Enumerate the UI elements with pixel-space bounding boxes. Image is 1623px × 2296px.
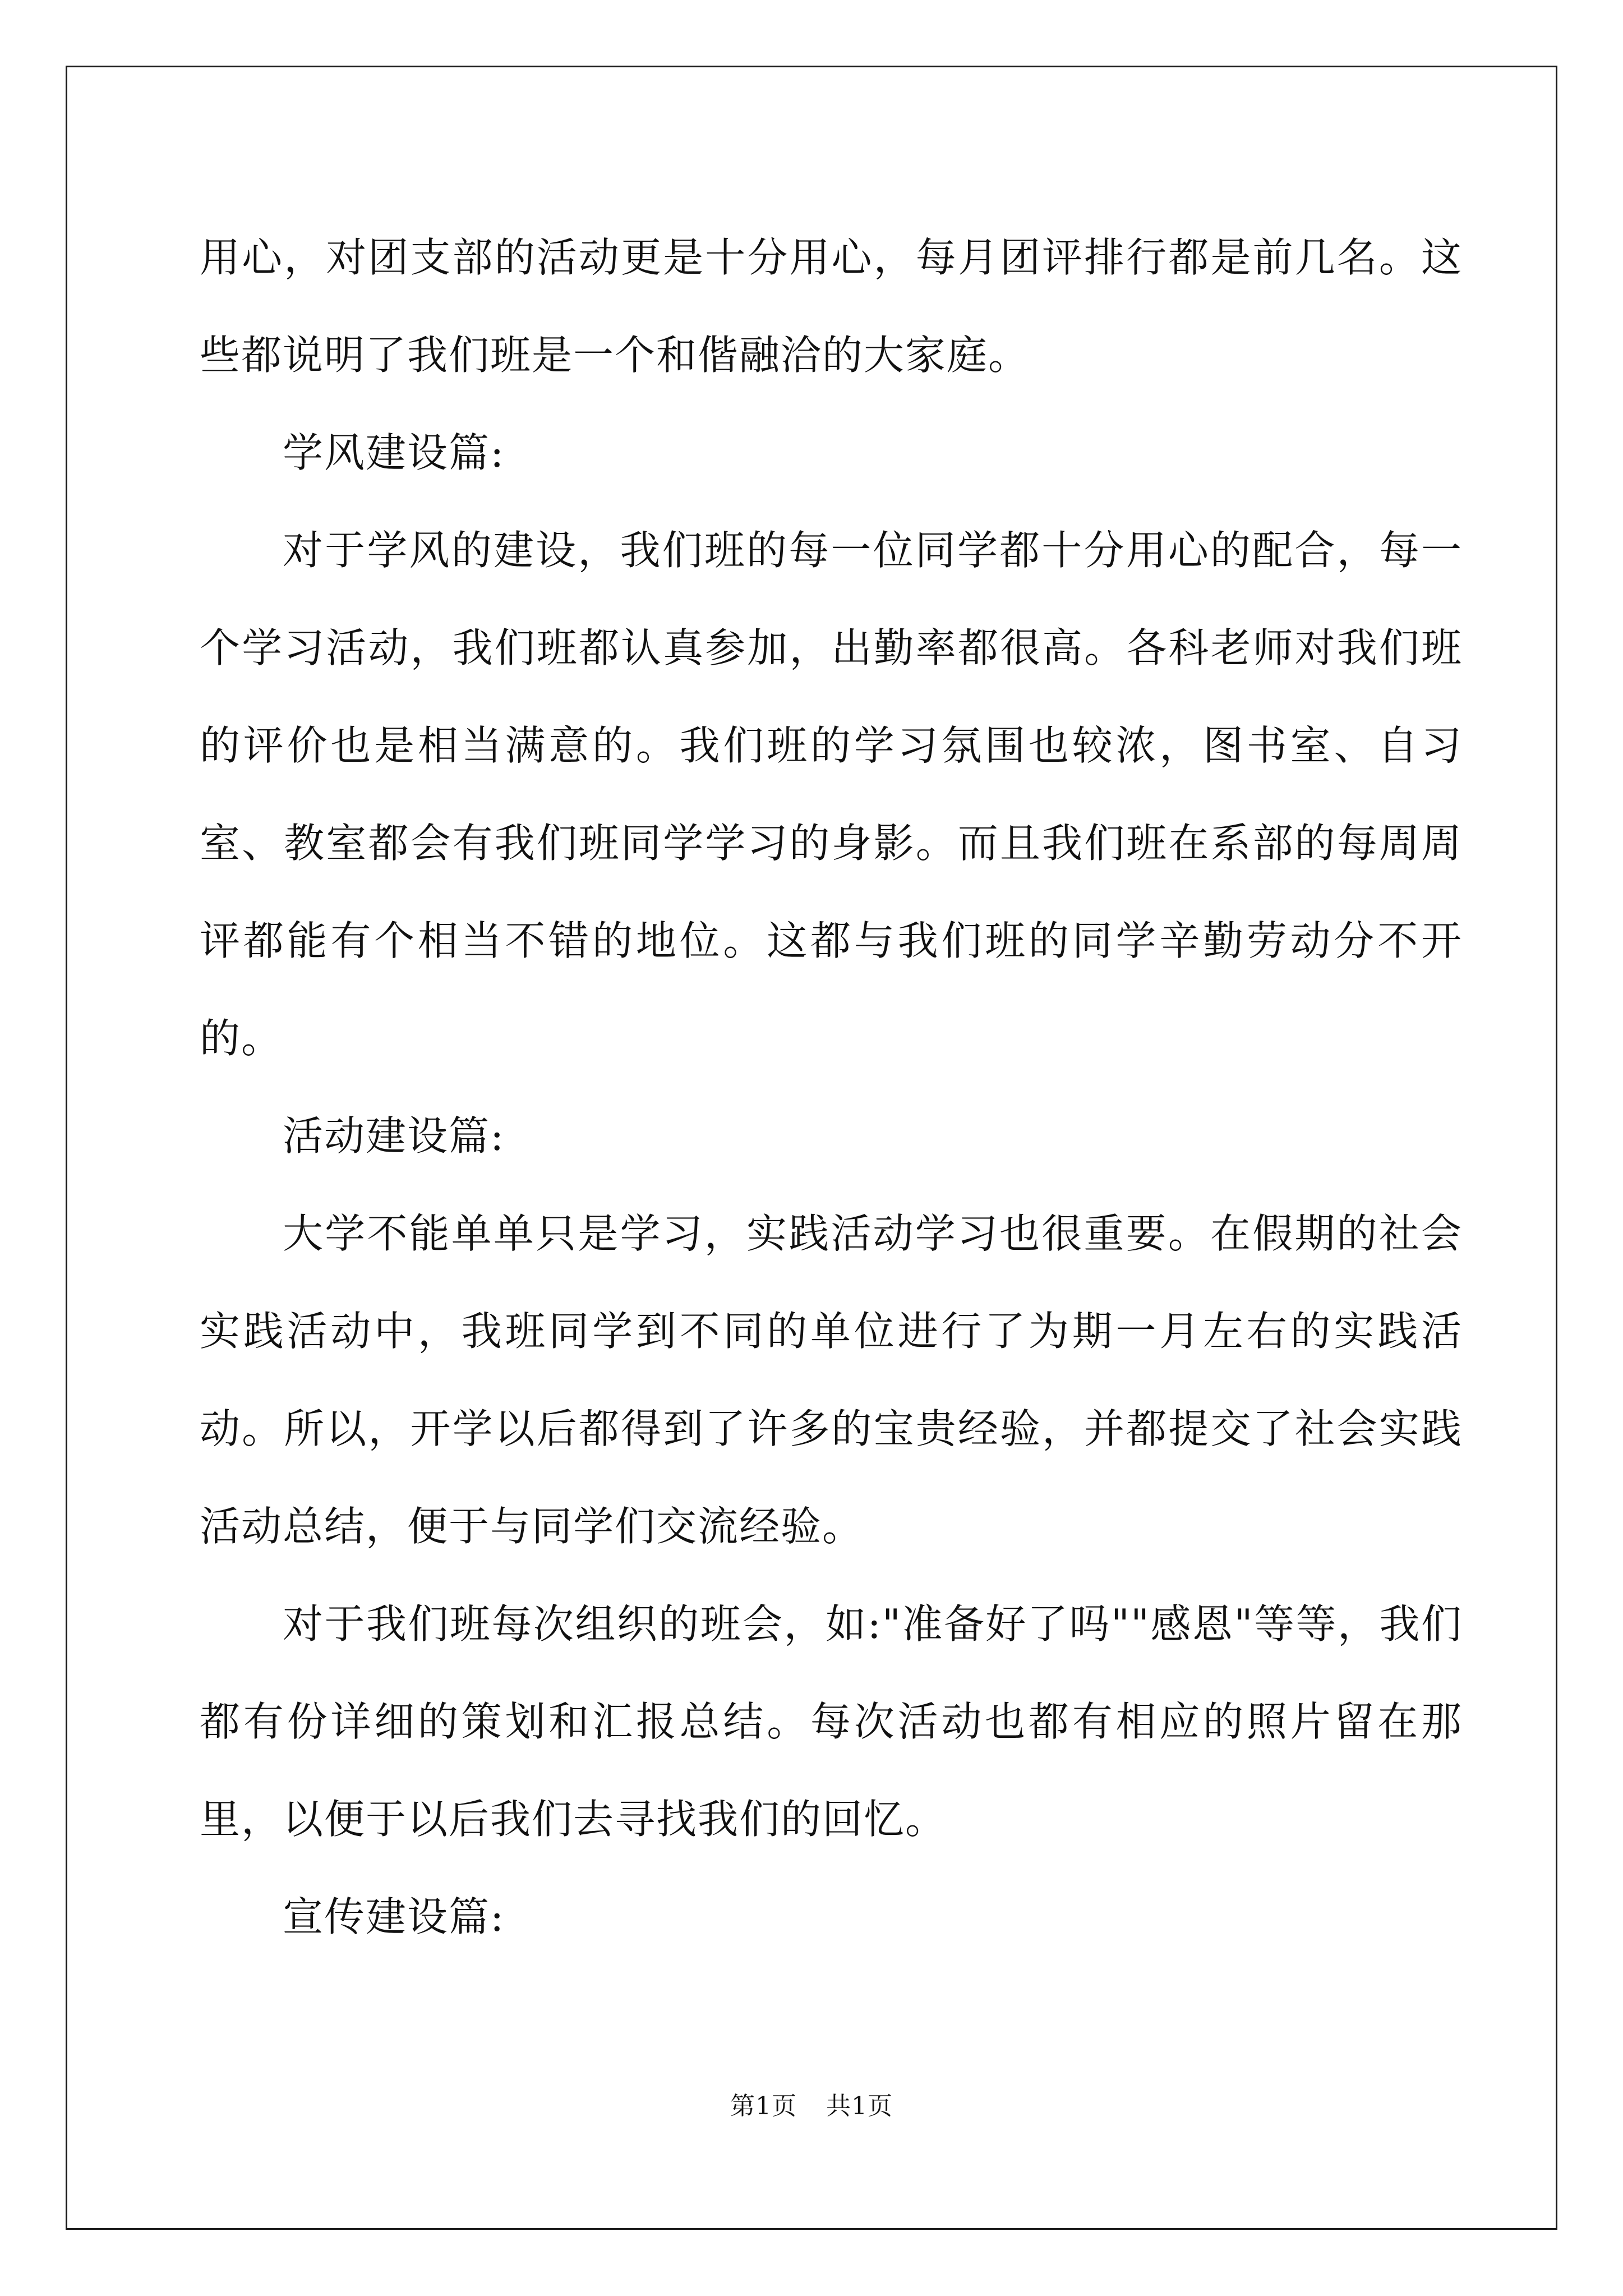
document-body bbox=[200, 209, 1463, 1966]
section-heading-study: 学风建设篇: bbox=[283, 429, 505, 476]
page-total: 共1页 bbox=[826, 2092, 893, 2120]
paragraph: 对于我们班每次组织的班会，如:"准备好了吗""感恩"等等，我们都有份详细的策划和汇报总结。每次活动也都有相应的照片留在那里，以便于以后我们去寻找我们的回忆。 bbox=[200, 1600, 1463, 1843]
page-footer bbox=[0, 2090, 1623, 2123]
paragraph: 大学不能单单只是学习，实践活动学习也很重要。在假期的社会实践活动中，我班同学到不同的单位进行了为期一月左右的实践活动。所以，开学以后都得到了许多的宝贵经验，并都提交了社会实践活动总结，便于与同学们交流经验。 bbox=[200, 1210, 1463, 1550]
section-heading-activity: 活动建设篇: bbox=[283, 1112, 505, 1159]
paragraph: 对于学风的建设，我们班的每一位同学都十分用心的配合，每一个学习活动，我们班都认真参加，出勤率都很高。各科老师对我们班的评价也是相当满意的。我们班的学习氛围也较浓，图书室、自习室、教室都会有我们班同学学习的身影。而且我们班在系部的每周周评都能有个相当不错的地位。这都与我们班的同学辛勤劳动分不开的。 bbox=[200, 527, 1463, 1062]
page-number: 第1页 bbox=[730, 2092, 797, 2120]
section-heading-publicity: 宣传建设篇: bbox=[283, 1893, 505, 1940]
paragraph: 用心，对团支部的活动更是十分用心，每月团评排行都是前几名。这些都说明了我们班是一个和偕融洽的大家庭。 bbox=[200, 234, 1463, 379]
